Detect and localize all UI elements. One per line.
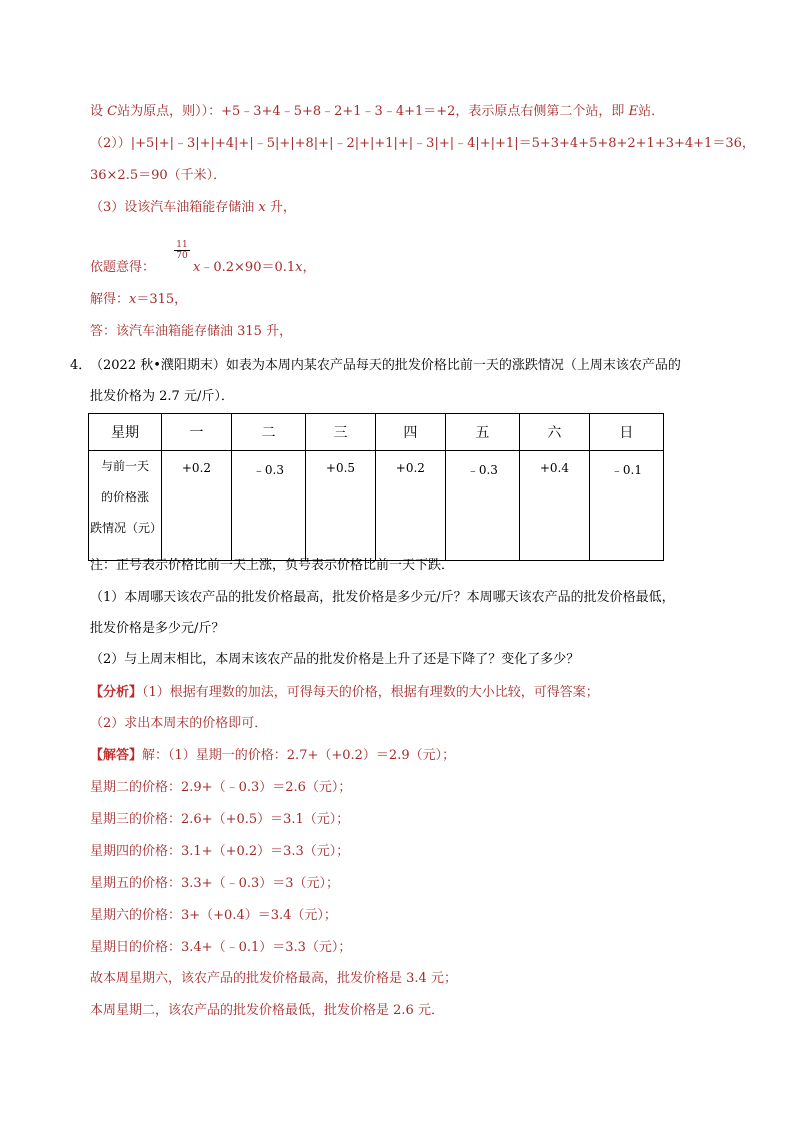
solution-line-equation: 依题意得： x﹣0.2×90＝0.1x， [90,260,316,275]
question-number: 4． [70,358,92,373]
table-header-row [89,414,664,451]
table-cell: ﹣0.3 [445,451,519,561]
solution-line-answer: 答：该汽车油箱能存储油 315 升， [90,324,293,339]
table-row-header: 与前一天 的价格涨 跌情况（元） [89,451,162,561]
solution-tag: 【解答】 [90,748,143,763]
table-row [89,451,664,561]
table-header-cell: 四 [375,414,445,451]
table-header-cell: 一 [162,414,232,451]
table-cell: +0.2 [375,451,445,561]
question-text-line-2: 批发价格为 2.7 元/斤）． [90,389,234,404]
analysis-line-1: 【分析】（1）根据有理数的加法，可得每天的价格，根据有理数的大小比较，可得答案； [90,685,599,700]
subquestion-2: （2）与上周末相比，本周末该农产品的批发价格是上升了还是下降了？变化了多少？ [90,652,580,667]
table-cell: +0.5 [306,451,376,561]
question-text-line-1: （2022 秋•濮阳期末）如表为本周内某农产品每天的批发价格比前一天的涨跌情况（上周末该农产品的 [90,358,681,373]
table-cell: +0.4 [519,451,589,561]
analysis-line-2: （2）求出本周末的价格即可． [90,716,268,731]
solution-friday: 星期五的价格：3.3+（﹣0.3）＝3（元）； [90,876,340,891]
conclusion-lowest: 本周星期二，该农产品的批发价格最低，批发价格是 2.6 元． [90,1003,444,1018]
price-change-table [88,413,664,561]
solution-line-set-x: （3）设该汽车油箱能存储油 x 升， [90,200,296,215]
conclusion-highest: 故本周星期六，该农产品的批发价格最高，批发价格是 3.4 元； [90,971,457,986]
solution-saturday: 星期六的价格：3+（+0.4）＝3.4（元）； [90,908,337,923]
solution-line-solve: 解得：x＝315， [90,292,188,307]
fraction-11-70: $\frac{11}{70}$ [174,240,190,261]
solution-sunday: 星期日的价格：3.4+（﹣0.1）＝3.3（元）； [90,940,352,955]
solution-line-distance: 36×2.5＝90（千米）． [90,168,227,183]
analysis-tag: 【分析】 [90,685,143,700]
table-header-cell: 星期 [89,414,162,451]
subquestion-1-line-2: 批发价格是多少元/斤？ [90,621,225,636]
solution-thursday: 星期四的价格：3.1+（+0.2）＝3.3（元）； [90,844,350,859]
table-note: 注：正号表示价格比前一天上涨，负号表示价格比前一天下跌． [90,558,455,573]
table-cell: ﹣0.3 [231,451,305,561]
table-cell: +0.2 [162,451,232,561]
solution-tuesday: 星期二的价格：2.9+（﹣0.3）＝2.6（元）； [90,780,352,795]
solution-line-origin: 设 C站为原点，则））：+5﹣3+4﹣5+8﹣2+1﹣3﹣4+1＝+2，表示原点右侧第二个站，即 E站． [90,104,665,119]
table-header-cell: 日 [589,414,663,451]
solution-monday: 【解答】解：（1）星期一的价格：2.7+（+0.2）＝2.9（元）； [90,748,456,763]
table-header-cell: 二 [231,414,305,451]
subquestion-1-line-1: （1）本周哪天该农产品的批发价格最高，批发价格是多少元/斤？本周哪天该农产品的批发价格最低， [90,590,675,605]
table-cell: ﹣0.1 [589,451,663,561]
table-header-cell: 三 [306,414,376,451]
solution-line-abs-sum: （2））|+5|+|﹣3|+|+4|+|﹣5|+|+8|+|﹣2|+|+1|+|﹣3|+|﹣4|+|+1|＝5+3+4+5+8+2+1+3+4+1＝36， [90,136,755,151]
table-header-cell: 五 [445,414,519,451]
table-header-cell: 六 [519,414,589,451]
solution-wednesday: 星期三的价格：2.6+（+0.5）＝3.1（元）； [90,812,350,827]
